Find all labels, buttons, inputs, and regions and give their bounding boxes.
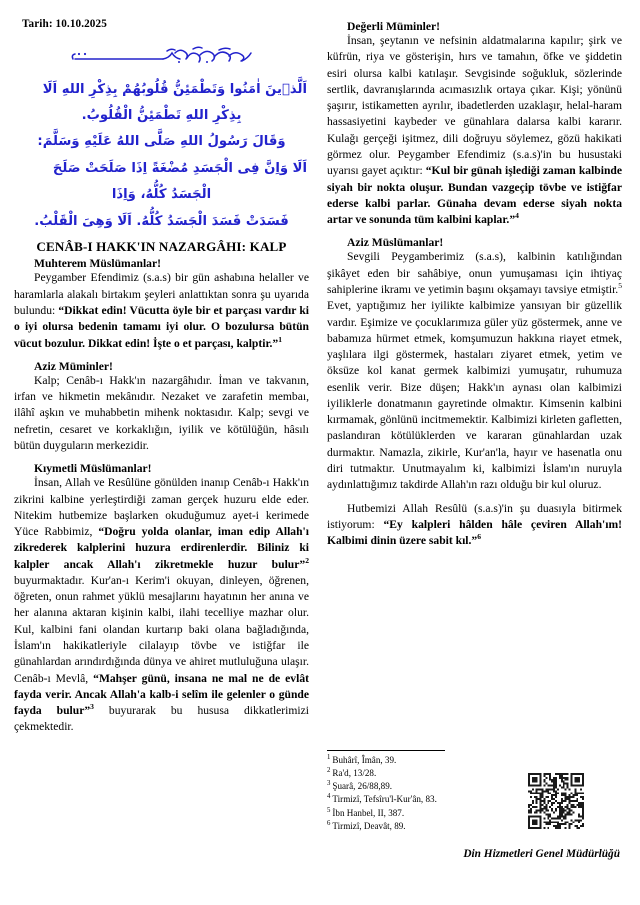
par5-lead: Sevgili Peygamberimiz (s.a.s), kalbinin katılığından şikâyet eden bir sahâbiye, onun yumuşaması için ihtiyaç sahiplerine ikramı ve yetimin başını okşamayı tavsiye etmiştir. (327, 250, 622, 296)
arabic-hadith-line-1: اَلَا وَاِنَّ فِى الْجَسَدِ مُضْغَةً اِذَا صَلَحَتْ صَلَحَ الْجَسَدُ كُلُّهُ، وَاِذَا (52, 161, 307, 202)
par1-lead: Peygamber Efendimiz (s.a.s) bir gün ashabına helaller ve haramlarla alakalı birtakım şeyleri anlattıktan sonra şu uyarıda bulundu: (14, 271, 309, 317)
footnote-text: Ra'd, 13/28. (332, 768, 377, 779)
spacer (327, 228, 622, 235)
left-column (14, 18, 309, 895)
salutation-aziz-muminler: Aziz Müminler! (34, 359, 113, 373)
basmala-icon (67, 42, 257, 68)
footnote-number: 4 (327, 793, 331, 801)
date-label: Tarih: 10.10.2025 (22, 18, 107, 30)
arabic-verse-line-1: اَلَّذٖينَ اٰمَنُوا وَتَطْمَئِنُّ قُلُوبُهُمْ بِذِكْرِ اللهِ اَلَا بِذِكْرِ اللهِ تَطْمَئِنُّ الْقُلُوبُ. (42, 82, 307, 123)
footnote-ref-6: 6 (477, 532, 482, 542)
par3-lead: İnsan, Allah ve Resûlüne gönülden inanıp Cenâb-ı Hakk'ın zikrini kalbine yerleştirdiği zaman gerçek huzuru elde eder. Nitekim hutbemize başlarken okuduğumuz ayet-i kerimede Yüce Rabbimiz, (14, 476, 309, 539)
footnote-text: Tirmizî, Deavât, 89. (332, 820, 406, 831)
salutation-kiymetli: Kıymetli Müslümanlar! (34, 462, 152, 476)
footnote-number: 1 (327, 753, 331, 761)
arabic-hadith-intro: وَقَالَ رَسُولُ اللهِ صَلَّى اللهُ عَلَيْهِ وَسَلَّمَ: (37, 134, 286, 150)
footnote-ref-1: 1 (278, 334, 283, 344)
paragraph-1 (14, 270, 309, 351)
paragraph-5 (327, 249, 622, 493)
spacer (327, 494, 622, 501)
par3-end: buyurarak bu hususa dikkatlerimizi çekmektedir. (14, 704, 309, 734)
arabic-scripture-block (16, 77, 307, 234)
paragraph-6 (327, 501, 622, 550)
footnote-ref-3: 3 (90, 702, 94, 712)
salutation-muhterem: Muhterem Müslümanlar! (34, 257, 161, 271)
salutation-aziz-muslumanlar: Aziz Müslümanlar! (347, 236, 444, 250)
page-title: CENÂB-I HAKK'IN NAZARGÂHI: KALP (36, 239, 287, 255)
spacer (14, 454, 309, 461)
two-column-layout (14, 18, 626, 895)
paragraph-2: Kalp; Cenâb-ı Hakk'ın nazargâhıdır. İman ve takvanın, irfan ve hikmetin mekânıdır. Nezaket ve zarafetin membaı, ilâhî aşkın ve muhabbetin mihenk noktasıdır. Kalp; sevgi ve nefretin, cesaret ve korkaklığın, iyilik ve kötülüğün, hâsılı bütün duyguların merkezidir. (14, 373, 309, 452)
paragraph-4 (327, 33, 622, 228)
footnote-ref-4: 4 (515, 211, 519, 221)
qr-code[interactable] (528, 773, 584, 829)
footnote-number: 5 (327, 806, 331, 814)
par6-lead: Hutbemizi Allah Resûlü (s.a.s)'in şu duasıyla bitirmek istiyorum: (327, 501, 622, 531)
paragraph-3 (14, 475, 309, 736)
right-column (327, 18, 622, 895)
par5-rest: Evet, yaptığımız her iyilikte kalbimize yansıyan bir güzellik vardır. Eşimize ve çocuklarımıza güler yüz göstermek, anne ve babamıza hürmet etmek, komşumuzun hakkına riayet etmek, yaşlılara ilgi göstermek, hastaları ziyaret etmek, yetim ve öksüze kol kanat germek kalbimizi yumuşatır, ruhumuza esenlik verir. Bize düşen; Hakk'ın aynası olan kalbimizi iyiliklerle donatmanın gayretinde olmaktır. Kimsenin kalbini kırmamak, gönlünü incitmemektir. Kalbimizi kirleten gafletten, paslandıran kötülüklerden ve kararan günahlardan uzak durmaktır. Namazla, zikirle, Kur'an'la, hayır ve hasenatla onu diri tutmaktır. Unutmayalım ki, kalbimizi İslam'ın nuruyla aydınlattığımız takdirde Allah'ın razı olduğu bir kul oluruz. (327, 299, 622, 492)
arabic-hadith-line-2: فَسَدَتْ فَسَدَ الْجَسَدُ كُلُّهُ. اَلَا وَهِىَ الْقَلْبُ. (34, 213, 289, 229)
par4-quote: “Kul bir günah işlediği zaman kalbinde siyah bir nokta oluşur. Bundan vazgeçip tövbe ve istiğfar ederse kalbi parlar. Günaha devam ederse siyah nokta artar ve sonunda tüm kalbini kaplar.” (327, 164, 622, 227)
issuing-authority: Din Hizmetleri Genel Müdürlüğü (463, 848, 620, 860)
par3-quote-2: “Mahşer günü, insana ne mal ne de evlât fayda verir. Ancak Allah'a kalb-i selîm ile gelenler o günde fayda bulur” (14, 671, 309, 718)
footnote-number: 3 (327, 780, 331, 788)
footnote-separator-rule (327, 750, 445, 751)
spacer (14, 352, 309, 359)
footnote-number: 6 (327, 819, 331, 827)
footnote-text: Tirmizî, Tefsîru'l-Kur'ân, 83. (332, 794, 437, 805)
footnote-text: Buhârî, Îmân, 39. (332, 754, 397, 765)
par4-lead: İnsan, şeytanın ve nefsinin aldatmalarına kapılır; şirk ve küfrün, riya ve gösterişin, hırs ve tamahın, öfke ve şiddetin esiri olursa kalbi katılaşır. Sevgisinde soğukluk, sözlerinde sertlik, davranışlarında acımasızlık ortaya çıkar. Kişi; yönünü şaşırır, istikametten ayrılır, ibadetlerden uzaklaşır, helal-haram hassasiyetini kaybeder ve günahlara dalarsa kalbi kararır. Kulağı gerçeği işitmez, dili doğruyu söylemez, gözü hakikati görmez olur. Peygamber Efendimiz (s.a.s)'in bu husustaki uyarısı gayet açıktır: (327, 34, 622, 178)
par3-mid: buyurmaktadır. Kur'an-ı Kerim'i okuyan, dinleyen, öğrenen, öğreten, onun rahmet yüklü mesajlarını hayatının her anına ve her alanına aktaran kişinin kalbi, ilahi tecelliye mazhar olur. Kul, kalbini fani olandan kurtarıp baki olana bağladığında, İslam'ın hakikatleriyle cilalayıp tövbe ve istiğfar ile günahlardan arındırdığında dünya ve ahiret mutluluğuna ulaşır. Cenâb-ı Mevlâ, (14, 573, 309, 685)
footnote-item (327, 754, 622, 767)
par6-quote: “Ey kalpleri hâlden hâle çeviren Allah'ım! Kalbimi dinin üzere sabit kıl.” (327, 517, 622, 548)
basmala-calligraphy (14, 42, 309, 73)
footnote-ref-2: 2 (305, 555, 309, 565)
par1-quote: “Dikkat edin! Vücutta öyle bir et parçası vardır ki o iyi olursa bedenin tamamı iyi olur. O bozulursa bütün vücut bozulur. Dikkat edin! İşte o et parçası, kalptir.” (14, 303, 309, 350)
par3-quote-1: “Doğru yolda olanlar, iman edip Allah'ı zikrederek kalplerini huzura erdirenlerdir. Biliniz ki kalpler ancak Allah'ı zikretmekle huzur bulur” (14, 525, 309, 571)
salutation-degerli: Değerli Müminler! (347, 20, 441, 33)
footnote-ref-5: 5 (618, 281, 622, 291)
footnote-text: İbn Hanbel, II, 387. (332, 807, 405, 818)
footnote-text: Şuarâ, 26/88,89. (332, 781, 393, 792)
footnote-number: 2 (327, 767, 331, 775)
